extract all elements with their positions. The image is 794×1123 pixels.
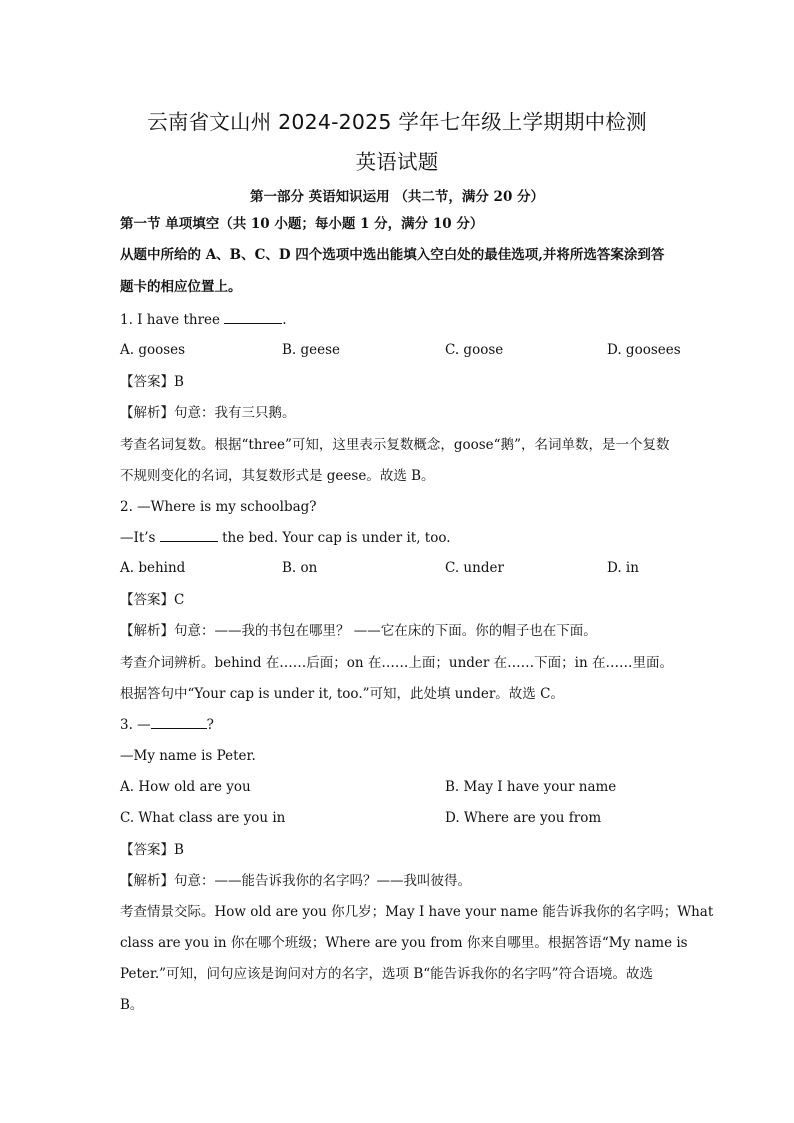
option-b: B. May I have your name [445, 779, 617, 795]
explanation-line: class are you in 你在哪个班级；Where are you from 你来自哪里。根据答语“My name is [120, 935, 688, 951]
question-2-reply-suffix: the bed. Your cap is under it, too. [217, 530, 451, 546]
question-2-stem: 2. —Where is my schoolbag? [120, 499, 317, 515]
exam-title: 云南省文山州 2024-2025 学年七年级上学期期中检测 [147, 110, 647, 134]
question-1-stem-suffix: . [282, 312, 287, 328]
answer-label: 【答案】C [120, 592, 185, 608]
answer-label: 【答案】B [120, 842, 184, 858]
question-1-stem [120, 311, 680, 329]
exam-subtitle: 英语试题 [355, 150, 439, 174]
part-title: 第一部分 英语知识运用 （共二节，满分 20 分） [249, 189, 545, 205]
explanation-line: 考查名词复数。根据“three”可知，这里表示复数概念，goose“鹅”，名词单数，是一个复数 [120, 437, 670, 453]
analysis-label: 【解析】句意：——能告诉我你的名字吗？——我叫彼得。 [120, 873, 471, 889]
explanation-line: 根据答句中“Your cap is under it, too.”可知，此处填 under。故选 C。 [120, 686, 564, 702]
question-3-stem [120, 716, 680, 734]
question-2-reply [120, 529, 680, 547]
analysis-label: 【解析】句意：——我的书包在哪里？ ——它在床的下面。你的帽子也在下面。 [120, 623, 597, 639]
instruction-line-2: 题卡的相应位置上。 [120, 279, 242, 295]
question-2-reply-prefix: —It’s [120, 530, 160, 546]
option-a: A. How old are you [120, 779, 251, 795]
option-b: B. geese [282, 342, 341, 358]
option-d: D. in [607, 560, 639, 576]
option-d: D. goosees [607, 342, 681, 358]
section-title: 第一节 单项填空（共 10 小题；每小题 1 分，满分 10 分） [120, 216, 484, 232]
option-a: A. behind [120, 560, 186, 576]
option-c: C. goose [445, 342, 504, 358]
explanation-line: 不规则变化的名词，其复数形式是 geese。故选 B。 [120, 468, 435, 484]
question-1-stem-prefix: 1. I have three [120, 312, 225, 328]
answer-label: 【答案】B [120, 374, 184, 390]
option-d: D. Where are you from [445, 810, 602, 826]
question-3-stem-prefix: 3. — [120, 717, 151, 733]
explanation-line: Peter.”可知，问句应该是询问对方的名字，选项 B“能告诉我你的名字吗”符合语境。故选 [120, 966, 654, 982]
option-c: C. under [445, 560, 504, 576]
explanation-line: 考查情景交际。How old are you 你几岁；May I have your name 能告诉我你的名字吗；What [120, 904, 714, 920]
answer-blank [151, 716, 207, 729]
explanation-line: 考查介词辨析。behind 在……后面；on 在……上面；under 在……下面；in 在……里面。 [120, 655, 673, 671]
analysis-label: 【解析】句意：我有三只鹅。 [120, 405, 296, 421]
option-c: C. What class are you in [120, 810, 286, 826]
answer-blank [224, 311, 282, 324]
question-3-reply: —My name is Peter. [120, 748, 256, 764]
answer-blank [160, 529, 218, 542]
question-3-stem-suffix: ? [206, 717, 214, 733]
option-a: A. gooses [120, 342, 186, 358]
instruction-line-1: 从题中所给的 A、B、C、D 四个选项中选出能填入空白处的最佳选项,并将所选答案涂到答 [120, 247, 665, 263]
explanation-line: B。 [120, 997, 144, 1013]
option-b: B. on [282, 560, 318, 576]
